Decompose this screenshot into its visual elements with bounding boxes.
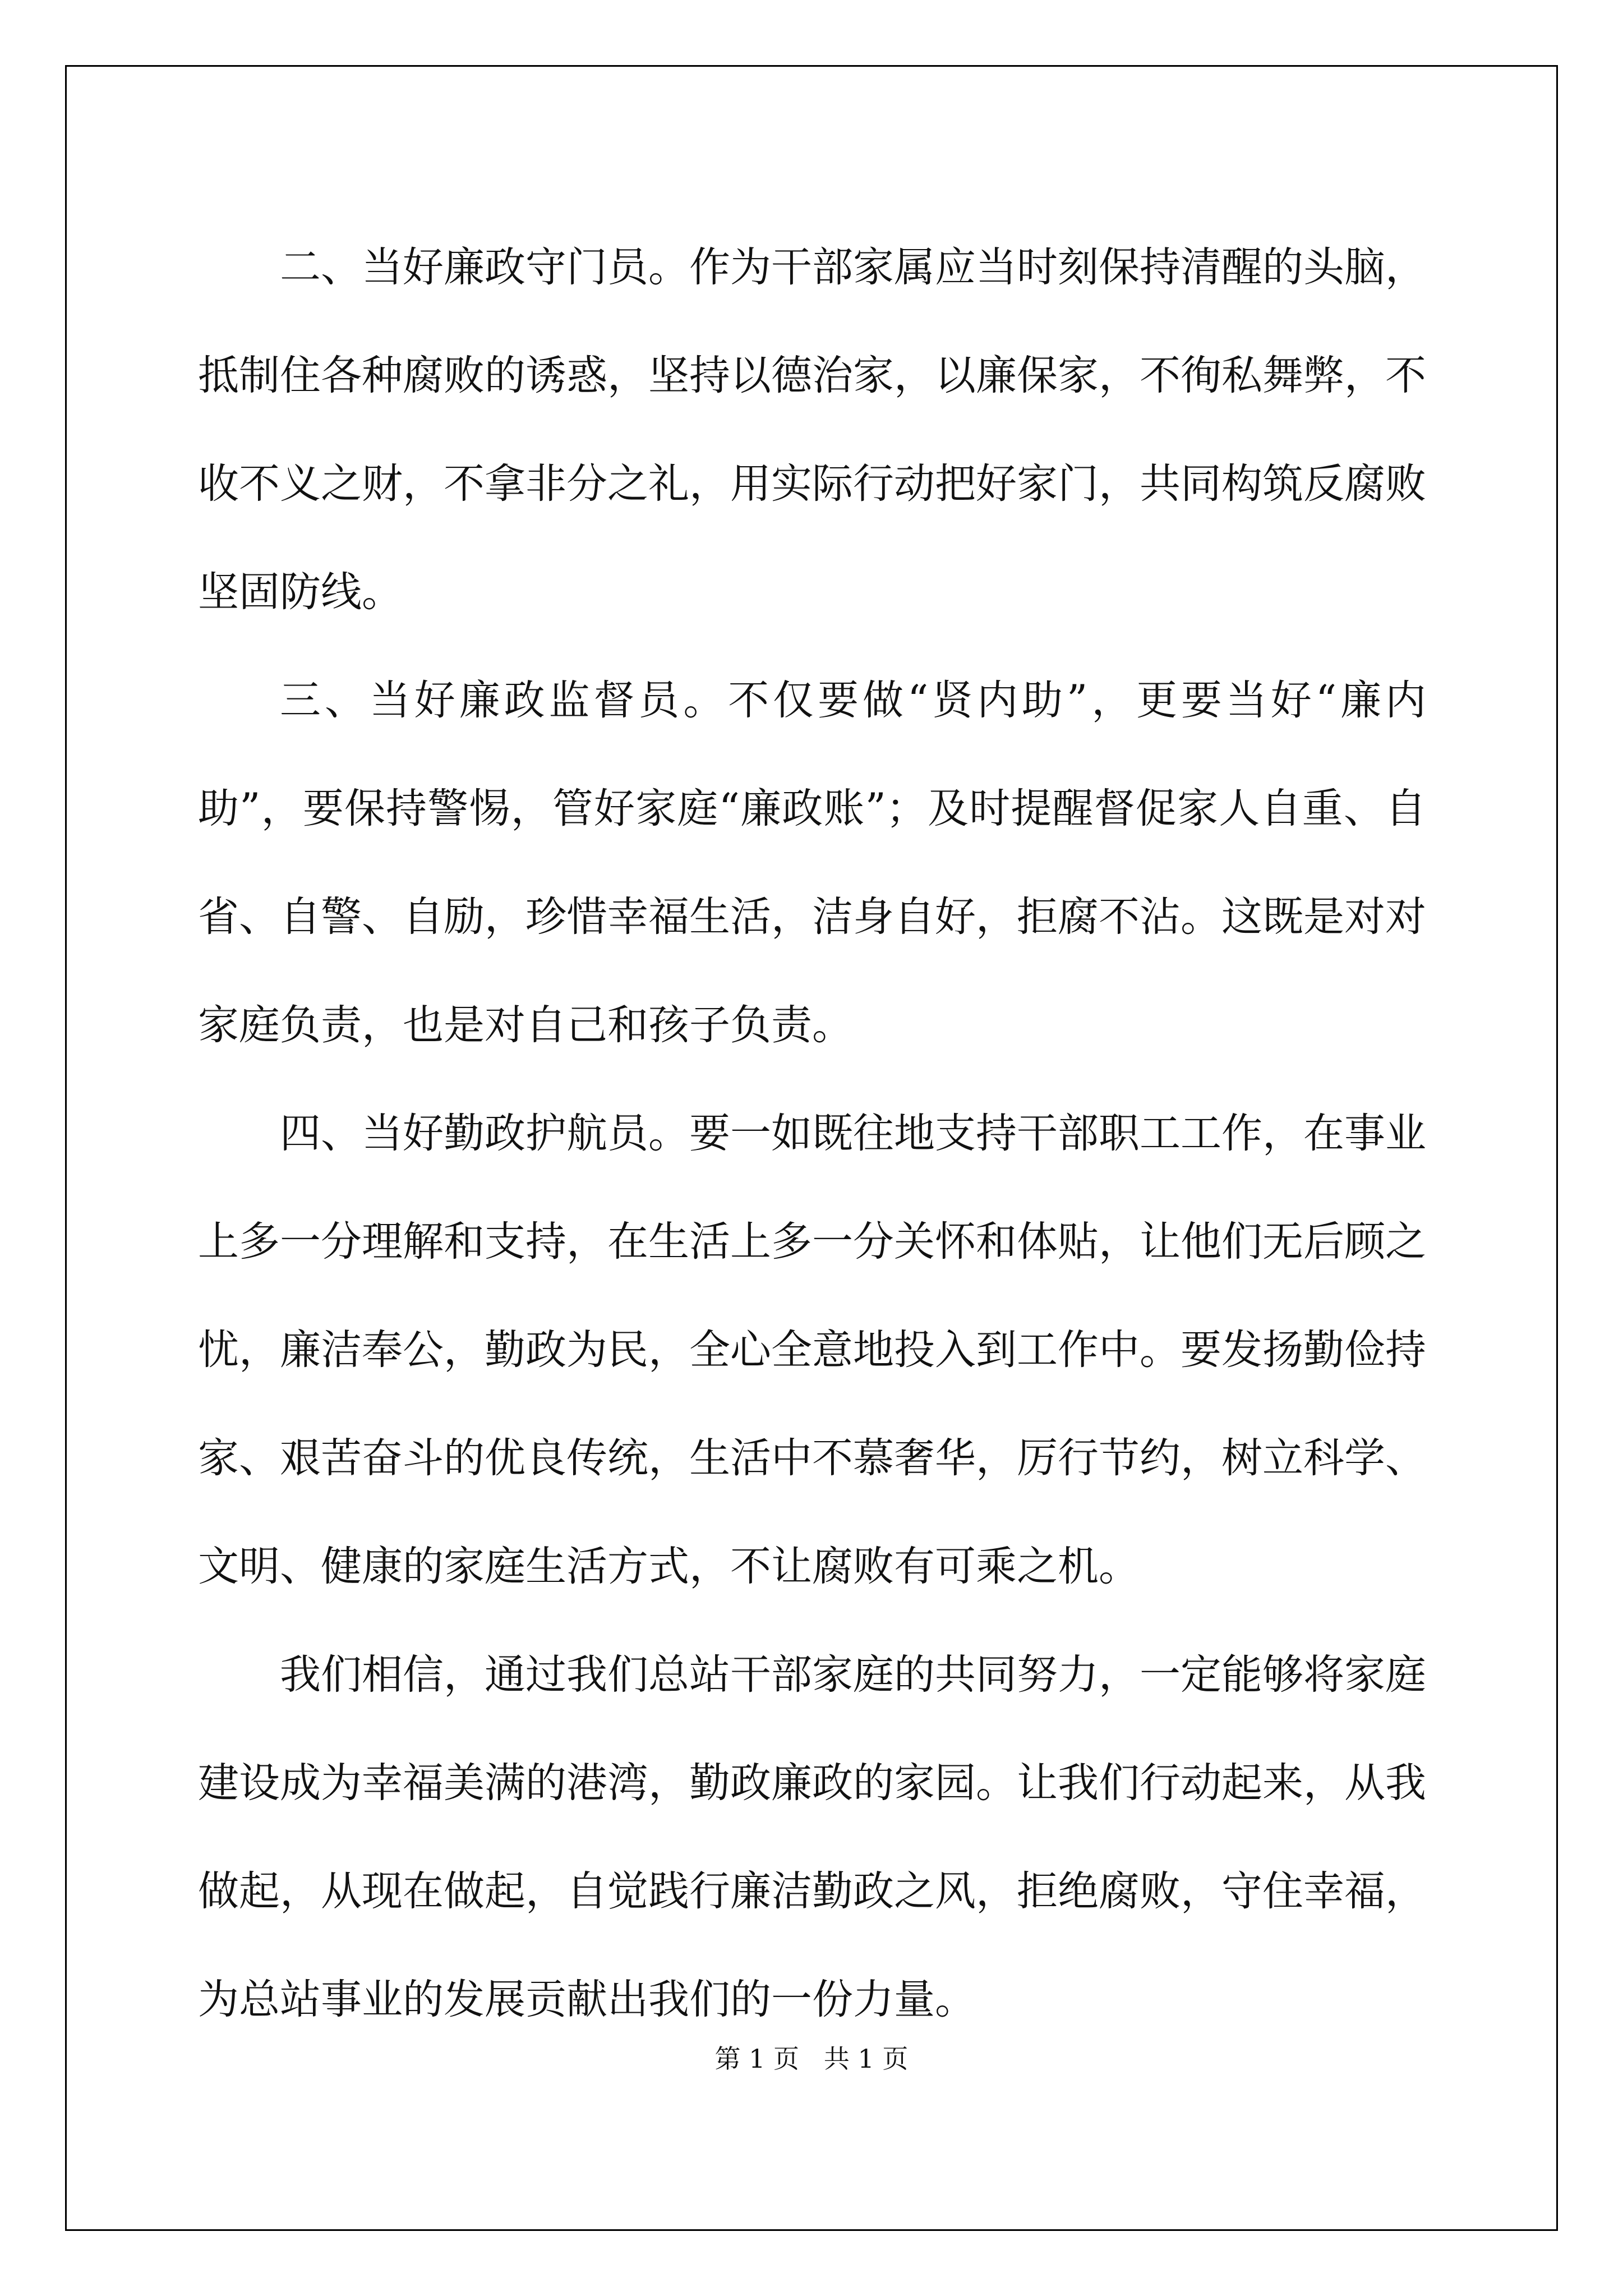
- page-number-footer: 第 1 页 共 1 页: [714, 2044, 909, 2074]
- paragraph-section-two: 二、当好廉政守门员。作为干部家属应当时刻保持清醒的头脑，抵制住各种腐败的诱惑，坚持以德治家，以廉保家，不徇私舞弊，不收不义之财，不拿非分之礼，用实际行动把好家门，共同构筑反腐败坚固防线。: [198, 243, 1426, 616]
- paragraph-section-three: 三、当好廉政监督员。不仅要做“贤内助”，更要当好“廉内助”，要保持警惕，管好家庭“廉政账”；及时提醒督促家人自重、自省、自警、自励，珍惜幸福生活，洁身自好，拒腐不沾。这既是对对家庭负责，也是对自己和孩子负责。: [198, 677, 1426, 1049]
- document-body: [198, 213, 1426, 2054]
- paragraph-closing: 我们相信，通过我们总站干部家庭的共同努力，一定能够将家庭建设成为幸福美满的港湾，勤政廉政的家园。让我们行动起来，从我做起，从现在做起，自觉践行廉洁勤政之风，拒绝腐败，守住幸福，为总站事业的发展贡献出我们的一份力量。: [198, 1651, 1426, 2023]
- paragraph-section-four: 四、当好勤政护航员。要一如既往地支持干部职工工作，在事业上多一分理解和支持，在生活上多一分关怀和体贴，让他们无后顾之忧，廉洁奉公，勤政为民，全心全意地投入到工作中。要发扬勤俭持家、艰苦奋斗的优良传统，生活中不慕奢华，厉行节约，树立科学、文明、健康的家庭生活方式，不让腐败有可乘之机。: [198, 1110, 1426, 1590]
